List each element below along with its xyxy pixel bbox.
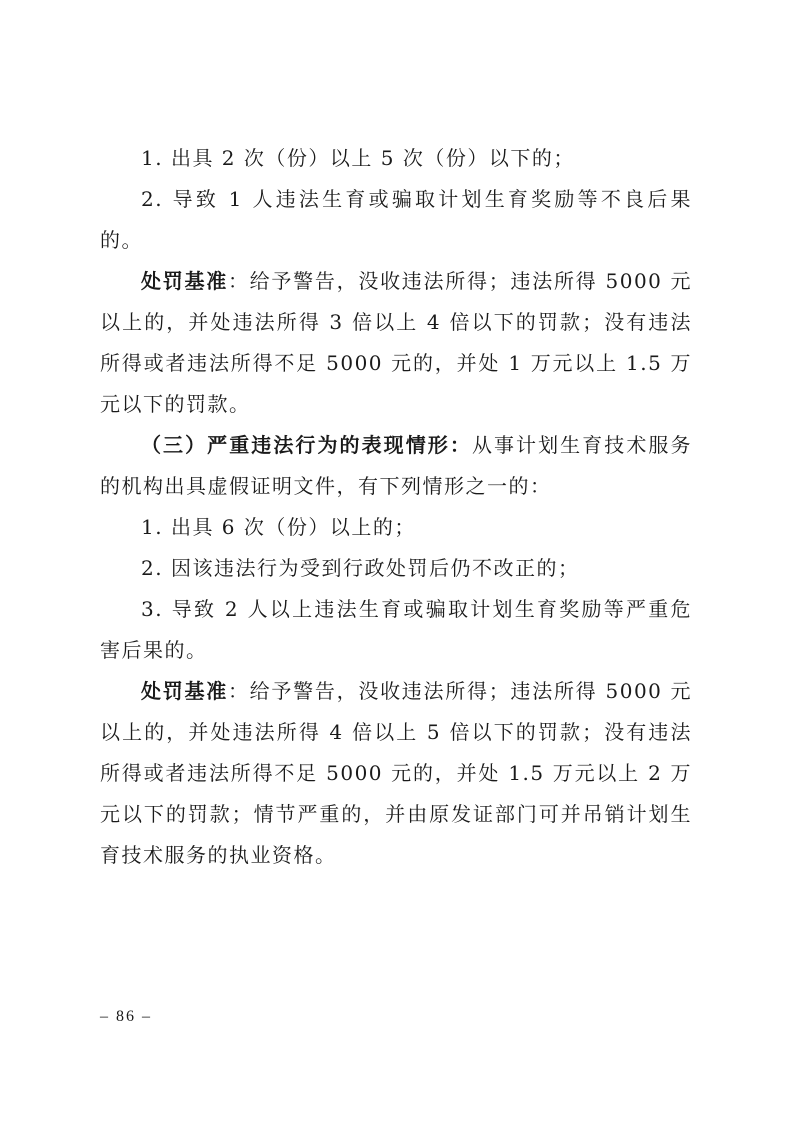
paragraph-text: 1. 出具 2 次（份）以上 5 次（份）以下的； xyxy=(141,146,575,170)
page-number: – 86 – xyxy=(100,1008,152,1025)
paragraph-text: 3. 导致 2 人以上违法生育或骗取计划生育奖励等严重危害后果的。 xyxy=(100,597,692,662)
list-item-2 xyxy=(100,179,692,261)
penalty-standard-paragraph xyxy=(100,261,692,425)
document-body xyxy=(100,138,692,876)
paragraph-text: 2. 导致 1 人违法生育或骗取计划生育奖励等不良后果的。 xyxy=(100,187,692,252)
list-item-1 xyxy=(100,507,692,548)
section-heading: （三）严重违法行为的表现情形： xyxy=(141,433,472,457)
paragraph-lead: 处罚基准 xyxy=(141,269,228,293)
paragraph-lead: 处罚基准 xyxy=(141,679,228,703)
paragraph-text: 2. 因该违法行为受到行政处罚后仍不改正的； xyxy=(141,556,580,580)
paragraph-text: ：给予警告，没收违法所得；违法所得 5000 元以上的，并处违法所得 3 倍以上 4 倍以下的罚款；没有违法所得或者违法所得不足 5000 元的，并处 1 万元以上 1.5 万元以下的罚款。 xyxy=(100,269,692,416)
paragraph-text: 从事计划生育技术服务的机构出具虚假证明文件，有下列情形之一的： xyxy=(100,433,692,498)
list-item-1 xyxy=(100,138,692,179)
penalty-standard-paragraph xyxy=(100,671,692,876)
list-item-3 xyxy=(100,589,692,671)
paragraph-text: 1. 出具 6 次（份）以上的； xyxy=(141,515,416,539)
list-item-2 xyxy=(100,548,692,589)
paragraph-text: ：给予警告，没收违法所得；违法所得 5000 元以上的，并处违法所得 4 倍以上 5 倍以下的罚款；没有违法所得或者违法所得不足 5000 元的，并处 1.5 万元以上 2 万元以下的罚款；情节严重的，并由原发证部门可并吊销计划生育技术服务的执业资格。 xyxy=(100,679,692,867)
section-heading-paragraph xyxy=(100,425,692,507)
